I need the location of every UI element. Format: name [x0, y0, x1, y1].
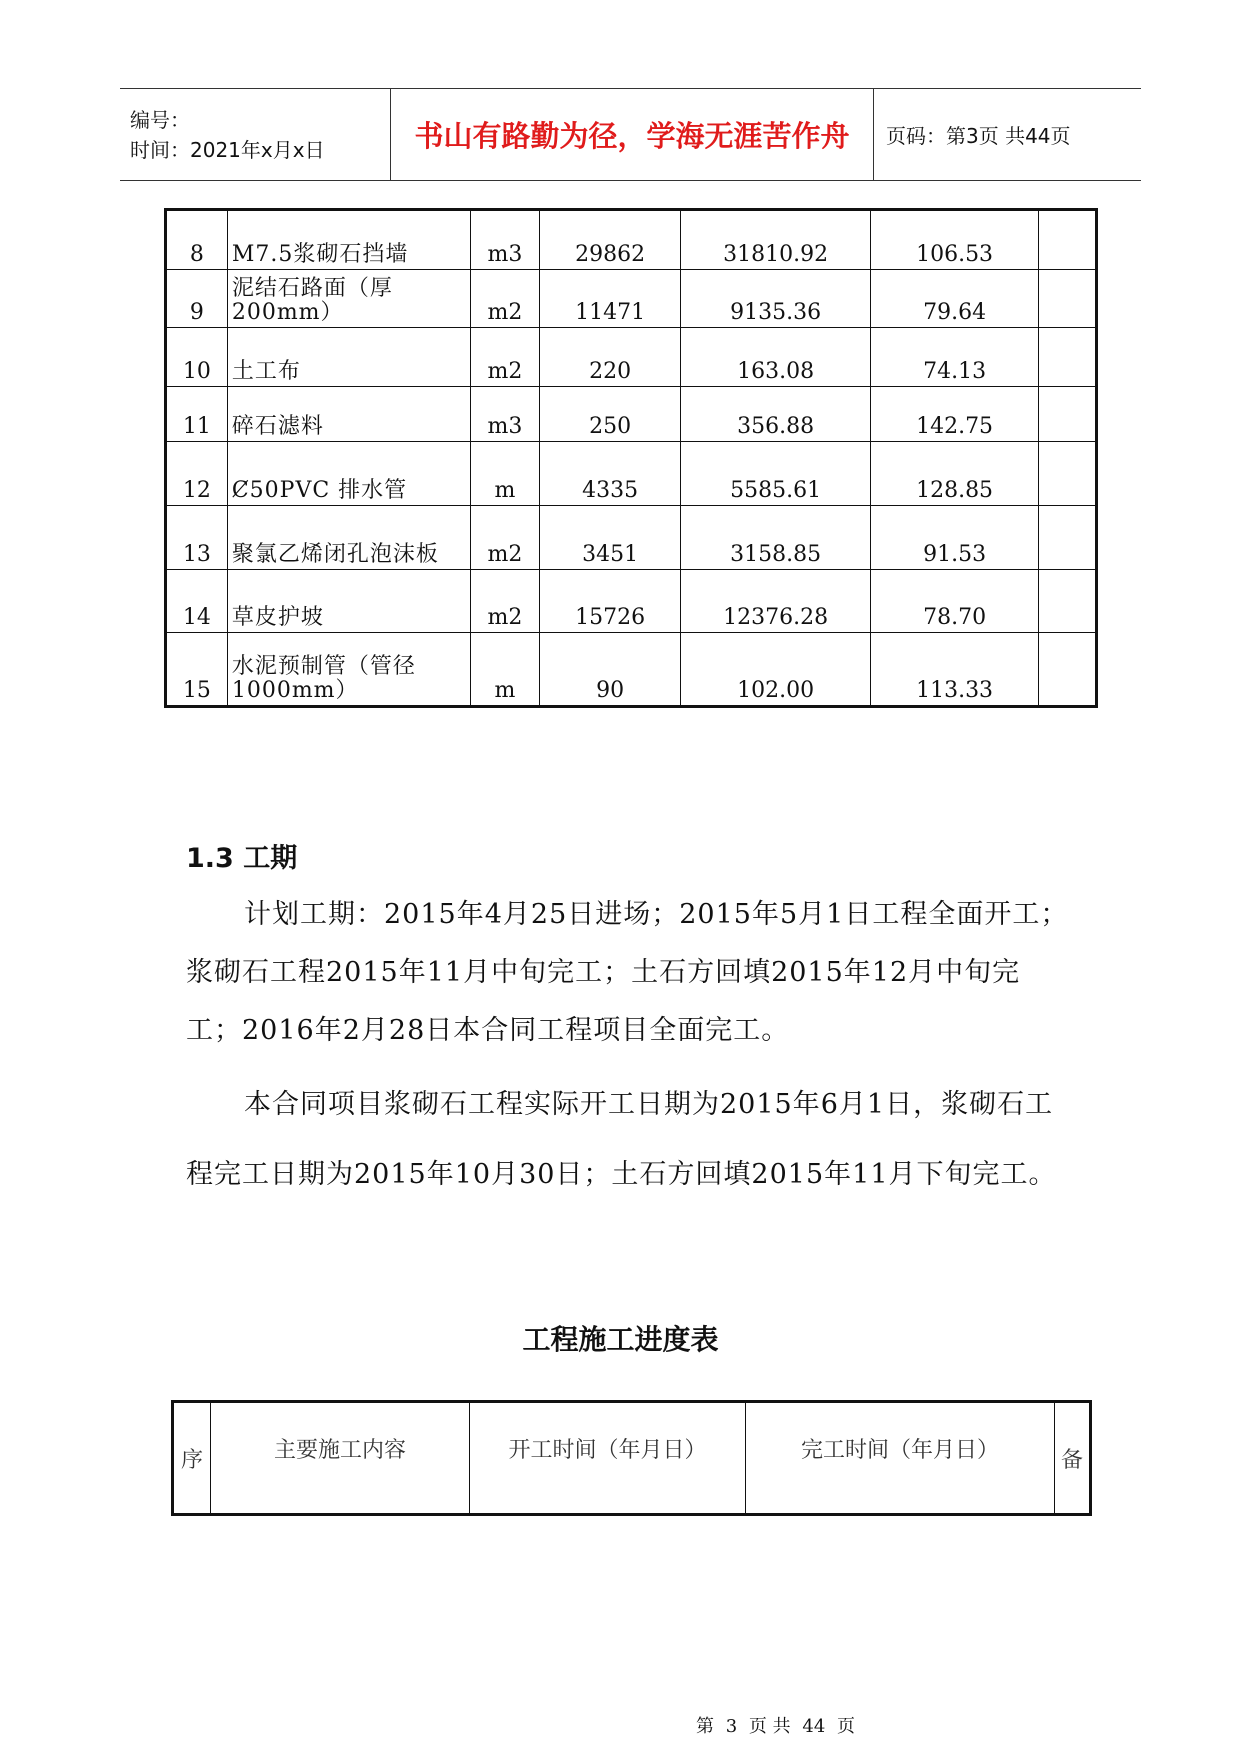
- footer-prefix: 第: [695, 1716, 714, 1737]
- item-quantity: 220: [539, 328, 681, 387]
- item-unit-price: 106.53: [870, 210, 1038, 270]
- row-number: 8: [166, 210, 228, 270]
- row-number: 14: [166, 570, 228, 633]
- header-xu: 序: [173, 1402, 211, 1515]
- item-unit-price: 78.70: [870, 570, 1038, 633]
- item-unit-price: 79.64: [870, 270, 1038, 328]
- item-amount: 31810.92: [681, 210, 870, 270]
- item-unit: m: [471, 442, 540, 506]
- item-name: 泥结石路面（厚200mm）: [227, 270, 470, 328]
- item-name: Ȼ50PVC 排水管: [227, 442, 470, 506]
- item-name: 碎石滤料: [227, 387, 470, 442]
- item-name: 水泥预制管（管径1000mm）: [227, 633, 470, 707]
- table-row: [166, 210, 1097, 270]
- schedule-table: [171, 1400, 1092, 1516]
- footer-suffix: 页: [837, 1716, 856, 1737]
- item-name: 草皮护坡: [227, 570, 470, 633]
- item-quantity: 15726: [539, 570, 681, 633]
- item-quantity: 250: [539, 387, 681, 442]
- row-number: 12: [166, 442, 228, 506]
- table-row: [166, 387, 1097, 442]
- item-remark: [1039, 387, 1097, 442]
- header-start-time: 开工时间（年月日）: [470, 1402, 746, 1515]
- item-amount: 12376.28: [681, 570, 870, 633]
- item-remark: [1039, 270, 1097, 328]
- schedule-plan-paragraph: 计划工期：2015年4月25日进场；2015年5月1日工程全面开工；浆砌石工程2015年11月中旬完工；土石方回填2015年12月中旬完工；2016年2月28日本合同工程项目全面完工。: [186, 899, 1069, 1046]
- row-number: 15: [166, 633, 228, 707]
- item-unit-price: 74.13: [870, 328, 1038, 387]
- item-unit-price: 142.75: [870, 387, 1038, 442]
- item-amount: 9135.36: [681, 270, 870, 328]
- item-unit: m2: [471, 506, 540, 570]
- item-unit: m2: [471, 328, 540, 387]
- item-remark: [1039, 506, 1097, 570]
- header-content: 主要施工内容: [211, 1402, 470, 1515]
- table-row: [166, 442, 1097, 506]
- row-number: 9: [166, 270, 228, 328]
- item-unit: m2: [471, 270, 540, 328]
- page-header: [120, 88, 1141, 181]
- item-unit-price: 128.85: [870, 442, 1038, 506]
- row-number: 13: [166, 506, 228, 570]
- section-title: 1.3 工期: [186, 843, 298, 874]
- schedule-table-header-row: [173, 1402, 1091, 1515]
- footer-total-pages: 44: [802, 1716, 826, 1737]
- footer-mid: 页 共: [748, 1716, 791, 1737]
- item-remark: [1039, 442, 1097, 506]
- item-amount: 356.88: [681, 387, 870, 442]
- footer-page-number: 3: [725, 1716, 738, 1737]
- item-unit: m: [471, 633, 540, 707]
- item-remark: [1039, 633, 1097, 707]
- header-remark: 备: [1055, 1402, 1091, 1515]
- item-unit: m2: [471, 570, 540, 633]
- item-unit: m3: [471, 387, 540, 442]
- item-quantity: 3451: [539, 506, 681, 570]
- item-quantity: 4335: [539, 442, 681, 506]
- item-quantity: 11471: [539, 270, 681, 328]
- header-time-label: 时间：2021年x月x日: [130, 137, 325, 162]
- page-footer: [0, 1712, 1241, 1738]
- item-remark: [1039, 570, 1097, 633]
- item-unit-price: 91.53: [870, 506, 1038, 570]
- table-row: [166, 633, 1097, 707]
- item-quantity: 29862: [539, 210, 681, 270]
- item-quantity: 90: [539, 633, 681, 707]
- item-name: 土工布: [227, 328, 470, 387]
- header-left-cell: [120, 89, 391, 181]
- item-amount: 163.08: [681, 328, 870, 387]
- schedule-table-title: 工程施工进度表: [522, 1323, 719, 1356]
- header-motto: 书山有路勤为径，学海无涯苦作舟: [391, 89, 874, 181]
- item-amount: 3158.85: [681, 506, 870, 570]
- table-row: [166, 506, 1097, 570]
- item-amount: 102.00: [681, 633, 870, 707]
- table-row: [166, 270, 1097, 328]
- header-number-label: 编号：: [130, 107, 190, 132]
- item-amount: 5585.61: [681, 442, 870, 506]
- item-unit-price: 113.33: [870, 633, 1038, 707]
- item-remark: [1039, 328, 1097, 387]
- quantity-table: [164, 208, 1098, 708]
- item-name: M7.5浆砌石挡墙: [227, 210, 470, 270]
- table-row: [166, 570, 1097, 633]
- header-end-time: 完工时间（年月日）: [746, 1402, 1055, 1515]
- item-name: 聚氯乙烯闭孔泡沫板: [227, 506, 470, 570]
- item-unit: m3: [471, 210, 540, 270]
- row-number: 11: [166, 387, 228, 442]
- schedule-actual-paragraph: 本合同项目浆砌石工程实际开工日期为2015年6月1日，浆砌石工程完工日期为2015年10月30日；土石方回填2015年11月下旬完工。: [186, 1089, 1057, 1190]
- row-number: 10: [166, 328, 228, 387]
- table-row: [166, 328, 1097, 387]
- header-page-info: 页码：第3页 共44页: [874, 89, 1142, 181]
- item-remark: [1039, 210, 1097, 270]
